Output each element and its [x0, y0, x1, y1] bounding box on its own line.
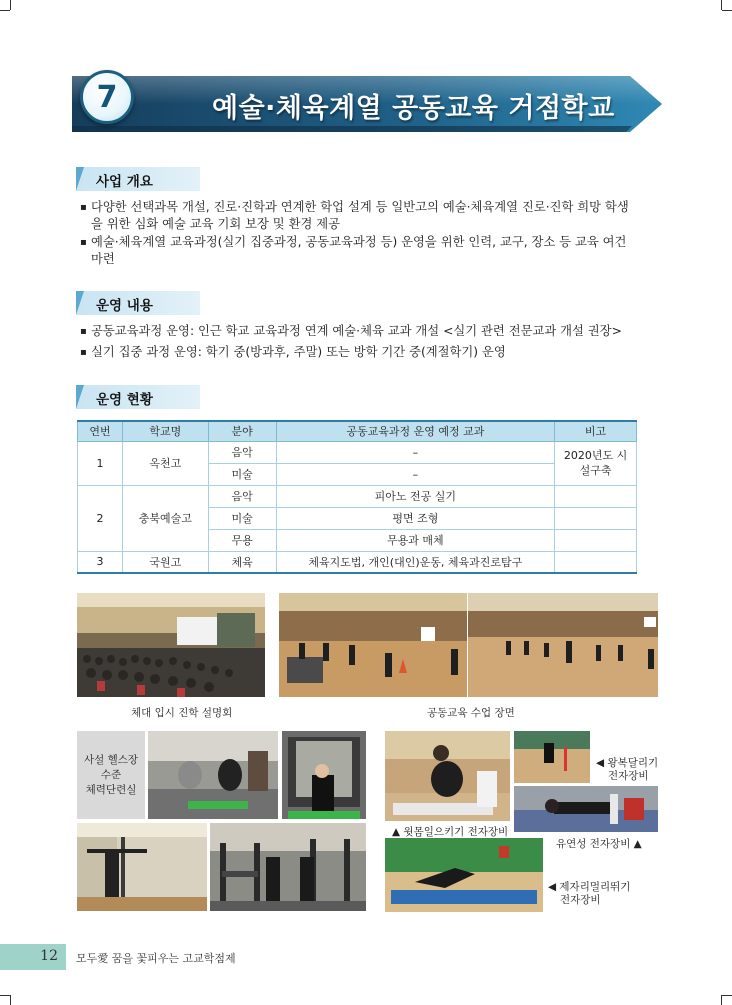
class-photo-1	[279, 593, 467, 697]
list-item: ▪ 실기 집중 과정 운영: 학기 중(방과후, 주말) 또는 방학 기간 중(계절학기) 운영	[80, 344, 660, 361]
column-header: 연번	[78, 421, 123, 441]
class-photo-2	[468, 593, 658, 697]
crop-mark	[722, 995, 732, 996]
section-header-content	[76, 291, 200, 315]
section-number: 7	[96, 79, 118, 115]
crop-mark	[721, 995, 722, 1005]
cell-course: –	[276, 441, 554, 463]
crop-mark	[721, 0, 722, 10]
section-title: 운영 현황	[96, 392, 153, 408]
crop-mark	[10, 0, 11, 10]
cell-field: 체육	[208, 551, 276, 573]
cell-course: 무용과 매체	[276, 529, 554, 551]
column-header: 학교명	[122, 421, 208, 441]
flexibility-caption: 유연성 전자장비 ▲	[556, 838, 642, 850]
list-item: ▪ 공동교육과정 운영: 인근 학교 교육과정 연계 예술·체육 교과 개설 <실기 관련 전문교과 개설 권장>	[80, 323, 660, 340]
gym-photo-3	[77, 823, 207, 911]
cell-course: –	[276, 463, 554, 485]
section-header-status	[76, 385, 200, 409]
shuttle-photo	[514, 731, 590, 783]
title-banner	[66, 74, 666, 134]
cell-note: 2020년도 시설구축	[555, 441, 637, 485]
situp-photo	[385, 731, 510, 821]
table-row	[78, 441, 637, 463]
column-header: 공동교육과정 운영 예정 교과	[276, 421, 554, 441]
cell-note	[555, 529, 637, 551]
cell-course: 평면 조형	[276, 507, 554, 529]
cell-course: 체육지도법, 개인(대인)운동, 체육과진로탐구	[276, 551, 554, 573]
table-header-row	[78, 421, 637, 441]
cell-field: 음악	[208, 441, 276, 463]
cell-note	[555, 507, 637, 529]
column-header: 분야	[208, 421, 276, 441]
cell-no: 3	[78, 551, 123, 573]
footer-text: 모두愛 꿈을 꽃피우는 고교학점제	[76, 952, 236, 965]
caption-line: ◀ 왕복달리기	[596, 757, 659, 769]
cell-field: 무용	[208, 529, 276, 551]
cell-no: 1	[78, 441, 123, 485]
table-row	[78, 551, 637, 573]
cell-field: 미술	[208, 507, 276, 529]
cell-school: 옥천고	[122, 441, 208, 485]
page-number: 12	[40, 948, 58, 964]
overview-list	[80, 199, 640, 269]
gym-label-line: 체력단련실	[85, 783, 137, 796]
content-list	[80, 323, 660, 362]
crop-mark	[0, 10, 10, 11]
seminar-caption: 체대 입시 진학 설명회	[131, 707, 233, 719]
cell-school: 국원고	[122, 551, 208, 573]
section-mark-icon	[76, 167, 84, 191]
flexibility-photo	[514, 786, 658, 832]
section-number-badge	[80, 70, 134, 124]
gym-label-box	[77, 731, 145, 819]
jump-photo	[385, 838, 543, 912]
gym-label-line: 사설 헬스장	[83, 753, 139, 766]
page-number-tab	[0, 944, 66, 970]
cell-field: 미술	[208, 463, 276, 485]
crop-mark	[0, 995, 10, 996]
cell-no: 2	[78, 485, 123, 551]
jump-caption	[548, 881, 630, 907]
operations-table	[77, 420, 637, 574]
column-header: 비고	[555, 421, 637, 441]
page-title: 예술·체육계열 공동교육 거점학교	[212, 93, 615, 124]
cell-field: 음악	[208, 485, 276, 507]
cell-note	[555, 485, 637, 507]
table-row	[78, 485, 637, 507]
cell-note	[555, 551, 637, 573]
class-caption: 공동교육 수업 장면	[427, 707, 515, 719]
cell-school: 충북예술고	[122, 485, 208, 551]
shuttle-caption	[596, 757, 658, 783]
seminar-photo	[77, 593, 265, 697]
section-title: 운영 내용	[96, 298, 153, 314]
list-item: ▪ 예술·체육계열 교육과정(실기 집중과정, 공동교육과정 등) 운영을 위한 인력, 교구, 장소 등 교육 여건 마련	[80, 234, 640, 268]
section-mark-icon	[76, 385, 84, 409]
caption-line: ◀ 제자리멀리뛰기	[548, 881, 631, 893]
crop-mark	[10, 995, 11, 1005]
section-title: 사업 개요	[96, 174, 153, 190]
crop-mark	[722, 10, 732, 11]
gym-photo-2	[282, 731, 366, 819]
gym-photo-1	[148, 731, 278, 819]
caption-line: 전자장비	[608, 770, 649, 782]
gym-photo-4	[210, 823, 366, 911]
caption-line: 전자장비	[560, 894, 601, 906]
cell-course: 피아노 전공 실기	[276, 485, 554, 507]
section-header-overview	[76, 167, 200, 191]
section-mark-icon	[76, 291, 84, 315]
list-item: ▪ 다양한 선택과목 개설, 진로·진학과 연계한 학업 설계 등 일반고의 예술·체육계열 진로·진학 희망 학생 을 위한 심화 예술 교육 기회 보장 및 환경 제공	[80, 199, 640, 233]
gym-label-line: 수준	[100, 768, 122, 781]
situp-caption: ▲ 윗몸일으키기 전자장비	[392, 826, 509, 838]
